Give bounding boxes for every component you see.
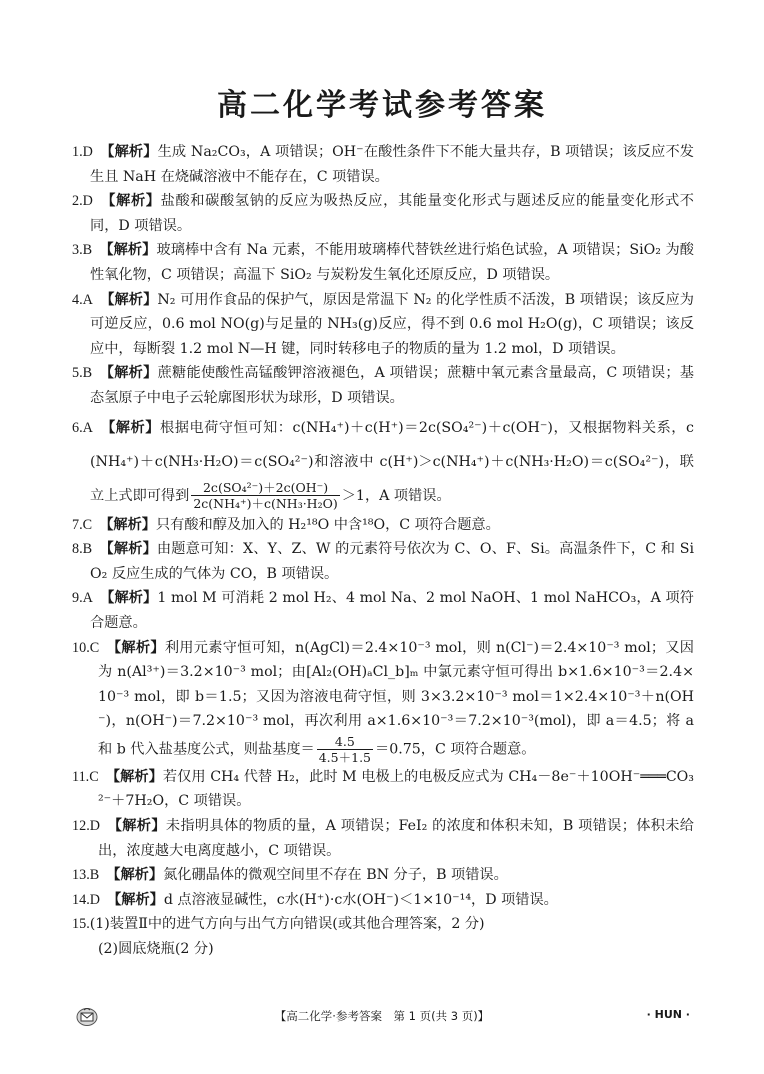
answer-text: 氮化硼晶体的微观空间里不存在 BN 分子，B 项错误。: [163, 867, 508, 884]
answer-text-after: ＝0.75，C 项符合题意。: [375, 741, 536, 758]
fraction-denominator: 2c(NH₄⁺)＋c(NH₃·H₂O): [193, 496, 338, 512]
analysis-tag: 【解析】: [107, 291, 158, 308]
answer-13: [72, 863, 694, 888]
fraction-denominator: 4.5＋1.5: [318, 749, 371, 765]
page-footer: [0, 1006, 764, 1028]
answer-text: 玻璃棒中含有 Na 元素，不能用玻璃棒代替铁丝进行焰色试验，A 项错误；SiO₂ 为酸性氧化物，C 项错误；高温下 SiO₂ 与炭粉发生氧化还原反应，D 项错误。: [90, 242, 694, 283]
analysis-tag: 【解析】: [106, 516, 156, 533]
answer-text: N₂ 可用作食品的保护气，原因是常温下 N₂ 的化学性质不活泼，B 项错误；该反应为可逆反应，0.6 mol NO(g)与足量的 NH₃(g)反应，得不到 0.6 mol H₂O(g)，C 项错误；该反应中，每断裂 1.2 mol N—H 键，同时转移电子的物质的量为 1.2 mol，D 项错误。: [90, 291, 694, 357]
answer-text: d 点溶液显碱性，c水(H⁺)·c水(OH⁻)＜1×10⁻¹⁴，D 项错误。: [163, 891, 558, 908]
analysis-tag: 【解析】: [112, 768, 163, 785]
analysis-tag: 【解析】: [108, 193, 161, 210]
answer-9: [72, 586, 694, 635]
answer-6: [72, 411, 694, 513]
analysis-tag: 【解析】: [113, 867, 164, 884]
answer-number: 14.D: [72, 891, 100, 908]
page-title: 高二化学考试参考答案: [217, 88, 547, 123]
fraction-numerator: 4.5: [317, 734, 373, 750]
footer-region-code: · HUN ·: [646, 1008, 690, 1021]
answer-4: [72, 288, 694, 362]
fraction: [191, 480, 339, 511]
answer-text: 未指明具体的物质的量，A 项错误；FeI₂ 的浓度和体积未知，B 项错误；体积未给出，浓度越大电离度越小，C 项错误。: [98, 818, 694, 859]
answer-text-after: ＞1，A 项错误。: [341, 487, 451, 504]
answer-text: 盐酸和碳酸氢钠的反应为吸热反应，其能量变化形式与题述反应的能量变化形式不同，D 项错误。: [90, 193, 694, 234]
answer-number: 7.C: [72, 516, 93, 533]
answer-7: [72, 513, 694, 538]
answer-2: [72, 189, 694, 238]
answer-list: [72, 140, 694, 962]
answer-8: [72, 537, 694, 586]
analysis-tag: 【解析】: [107, 144, 158, 160]
answer-text: 只有酸和醇及加入的 H₂¹⁸O 中含¹⁸O，C 项符合题意。: [155, 516, 500, 533]
answer-number: 4.A: [72, 291, 93, 308]
answer-number: 5.B: [72, 365, 93, 382]
answer-number: 15.: [72, 916, 90, 933]
answer-text: 1 mol M 可消耗 2 mol H₂、4 mol Na、2 mol NaOH、1 mol NaHCO₃，A 项符合题意。: [90, 590, 694, 631]
answer-number: 12.D: [72, 818, 100, 835]
answer-10: [72, 636, 694, 765]
answer-text: 根据电荷守恒可知：c(NH₄⁺)＋c(H⁺)＝2c(SO₄²⁻)＋c(OH⁻)，又根据物料关系，c(NH₄⁺)＋c(NH₃·H₂O)＝c(SO₄²⁻)和溶液中 c(H⁺)＞c(NH₄⁺)＋c(NH₃·H₂O)＝c(SO₄²⁻)，联立上式即可得到: [90, 419, 694, 504]
analysis-tag: 【解析】: [107, 590, 158, 607]
answer-15: [72, 912, 694, 937]
analysis-tag: 【解析】: [114, 891, 164, 908]
analysis-tag: 【解析】: [106, 541, 157, 558]
answer-text: 由题意可知：X、Y、Z、W 的元素符号依次为 C、O、F、Si。高温条件下，C 和 SiO₂ 反应生成的气体为 CO，B 项错误。: [90, 541, 694, 582]
analysis-tag: 【解析】: [108, 419, 160, 436]
answer-number: 1.D: [72, 144, 93, 160]
answer-text: 若仅用 CH₄ 代替 H₂，此时 M 电极上的电极反应式为 CH₄－8e⁻＋10OH⁻═══CO₃²⁻＋7H₂O，C 项错误。: [98, 768, 694, 810]
answer-number: 10.C: [72, 639, 100, 656]
answer-number: 6.A: [72, 419, 93, 436]
analysis-tag: 【解析】: [113, 639, 165, 656]
analysis-tag: 【解析】: [106, 365, 158, 382]
answer-number: 9.A: [72, 590, 93, 607]
answer-1: [72, 140, 694, 189]
answer-text: 蔗糖能使酸性高锰酸钾溶液褪色，A 项错误；蔗糖中氧元素含量最高，C 项错误；基态氢原子中电子云轮廓图形状为球形，D 项错误。: [90, 365, 694, 406]
fraction-numerator: 2c(SO₄²⁻)＋2c(OH⁻): [191, 480, 339, 496]
answer-text: 生成 Na₂CO₃，A 项错误；OH⁻在酸性条件下不能大量共存，B 项错误；该反应不发生且 NaH 在烧碱溶液中不能存在，C 项错误。: [90, 144, 694, 185]
answer-15-part-1: (1)装置Ⅱ中的进气方向与出气方向错误(或其他合理答案，2 分): [89, 916, 485, 933]
answer-14: [72, 888, 694, 913]
fraction: [317, 734, 373, 765]
answer-number: 11.C: [72, 768, 99, 785]
answer-text: 利用元素守恒可知，n(AgCl)＝2.4×10⁻³ mol，则 n(Cl⁻)＝2.4×10⁻³ mol；又因为 n(Al³⁺)＝3.2×10⁻³ mol；由[Al₂(OH)ₐCl_b]ₘ 中氯元素守恒可得出 b×1.6×10⁻³＝2.4×10⁻³ mol，即 b＝1.5；又因为溶液电荷守恒，则 3×3.2×10⁻³ mol＝1×2.4×10⁻³＋n(OH⁻)，n(OH⁻)＝7.2×10⁻³ mol，再次利用 a×1.6×10⁻³＝7.2×10⁻³(mol)，即 a＝4.5；将 a 和 b 代入盐基度公式，则盐基度＝: [98, 639, 694, 758]
answer-15-line-2: [72, 937, 694, 962]
analysis-tag: 【解析】: [114, 818, 166, 835]
answer-number: 8.B: [72, 541, 93, 558]
answer-number: 2.D: [72, 193, 93, 210]
answer-5: [72, 361, 694, 410]
answer-3: [72, 238, 694, 287]
analysis-tag: 【解析】: [106, 242, 157, 259]
answer-12: [72, 814, 694, 863]
footer-page-info: 【高二化学·参考答案 第 1 页(共 3 页)】: [274, 1009, 490, 1023]
answer-number: 13.B: [72, 867, 100, 884]
answer-number: 3.B: [72, 242, 93, 259]
answer-11: [72, 765, 694, 814]
answer-15-part-2: (2)圆底烧瓶(2 分): [98, 941, 214, 958]
